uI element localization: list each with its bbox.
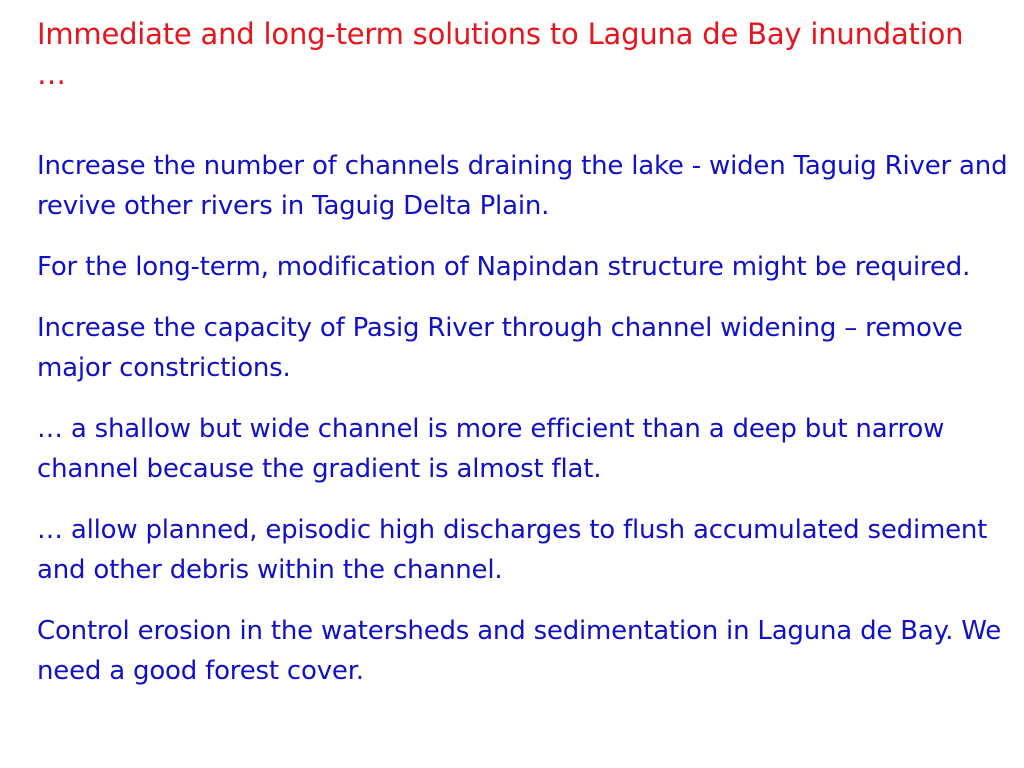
paragraph-widen-taguig: Increase the number of channels draining the lake - widen Taguig River and revive other rivers in Taguig Delta Plain. [37,151,1008,221]
paragraph-pasig-capacity: Increase the capacity of Pasig River through channel widening – remove major constrictions. [37,313,963,383]
paragraph-flush-sediment: … allow planned, episodic high discharges to flush accumulated sediment and other debris within the channel. [37,515,988,585]
paragraph-shallow-channel: … a shallow but wide channel is more efficient than a deep but narrow channel because the gradient is almost flat. [37,414,945,484]
slide-title: Immediate and long-term solutions to Laguna de Bay inundation … [37,17,964,91]
slide-body [37,146,1012,712]
paragraph-erosion-control: Control erosion in the watersheds and sedimentation in Laguna de Bay. We need a good forest cover. [37,616,1002,686]
paragraph-napindan: For the long-term, modification of Napindan structure might be required. [37,252,971,282]
